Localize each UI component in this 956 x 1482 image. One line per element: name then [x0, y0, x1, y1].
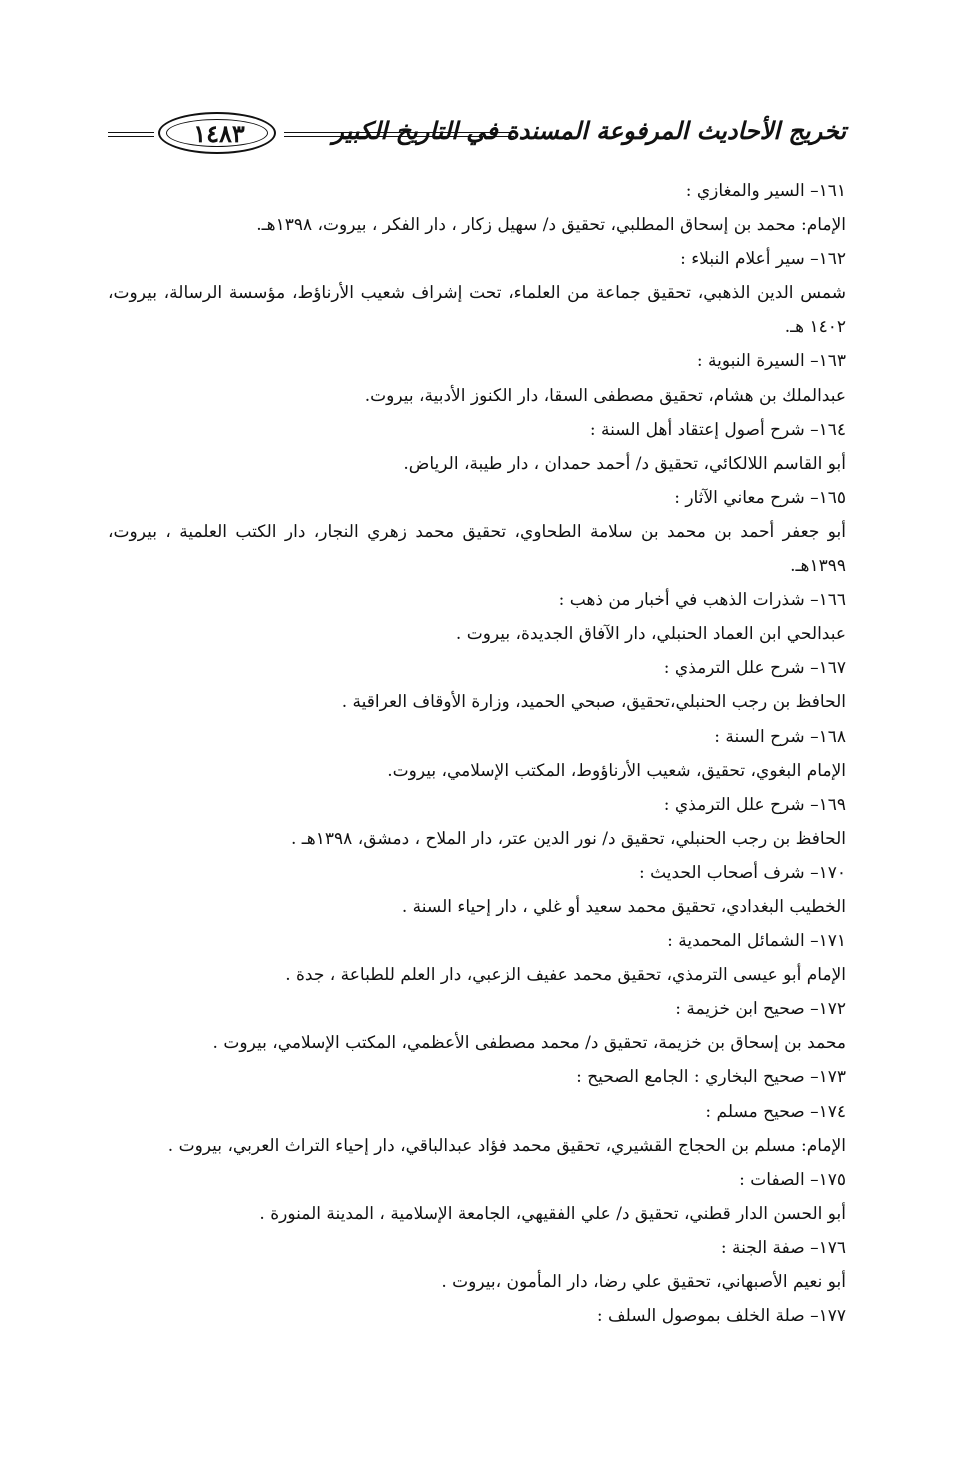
page-number: ١٤٨٣: [193, 119, 245, 148]
list-item-168: [108, 720, 846, 788]
entry-title: ١٧٠– شرف أصحاب الحديث :: [638, 862, 846, 883]
list-item-166: [108, 583, 846, 651]
list-item-170: [108, 856, 846, 924]
entry-title: ١٧٥– الصفات :: [739, 1169, 846, 1190]
entry-detail: الحافظ بن رجب الحنبلي،تحقيق، صبحي الحميد، وزارة الأوقاف العراقية .: [341, 692, 846, 713]
entry-detail: الإمام: مسلم بن الحجاج القشيري، تحقيق محمد فؤاد عبدالباقي، دار إحياء التراث العربي، بيروت .: [167, 1135, 846, 1156]
entry-title: ١٧٢– صحيح ابن خزيمة :: [675, 999, 846, 1020]
entry-detail: الخطيب البغدادي، تحقيق محمد سعيد أو غلي ، دار إحياء السنة .: [401, 896, 846, 917]
entry-title: ١٦٣– السيرة النبوية :: [696, 351, 846, 372]
entry-title: ١٦٦– شذرات الذهب في أخبار من ذهب :: [558, 590, 846, 611]
entry-title: ١٧٧– صلة الخلف بموصول السلف :: [596, 1306, 846, 1327]
list-item-177: [108, 1299, 846, 1333]
list-item-167: [108, 651, 846, 719]
entry-detail: أبو نعيم الأصبهاني، تحقيق علي رضا، دار المأمون ،بيروت .: [441, 1272, 846, 1292]
entry-title: ١٧٣– صحيح البخاري : الجامع الصحيح :: [576, 1067, 846, 1088]
entry-detail: أبو القاسم اللالكائي، تحقيق د/ أحمد حمدان ، دار طيبة، الرياض.: [403, 453, 846, 474]
list-item-161: [108, 174, 846, 242]
entry-detail: الإمام البغوي، تحقيق، شعيب الأرناؤوط، المكتب الإسلامي، بيروت.: [387, 760, 846, 781]
entry-title: ١٦٨– شرح السنة :: [714, 726, 846, 747]
entry-title: ١٦١– السير والمغازي :: [685, 181, 846, 201]
list-item-165: [108, 481, 846, 583]
entry-title: ١٦٥– شرح معاني الآثار :: [674, 487, 846, 508]
entry-title: ١٧٦– صفة الجنة :: [720, 1237, 846, 1258]
entry-detail: عبدالملك بن هشام، تحقيق مصطفى السقا، دار الكنوز الأدبية، بيروت.: [364, 385, 846, 406]
bibliography-list: [108, 174, 846, 1333]
list-item-172: [108, 992, 846, 1060]
list-item-163: [108, 344, 846, 412]
list-item-171: [108, 924, 846, 992]
entry-title: ١٧٤– صحيح مسلم :: [705, 1101, 846, 1122]
entry-detail: شمس الدين الذهبي، تحقيق جماعة من العلماء، تحت إشراف شعيب الأرناؤط، مؤسسة الرسالة، بيروت، ١٤٠٢ هـ.: [108, 283, 846, 338]
entry-detail: عبدالحي ابن العماد الحنبلي، دار الآفاق الجديدة، بيروت .: [455, 624, 846, 645]
running-header: [108, 112, 846, 162]
list-item-164: [108, 413, 846, 481]
list-item-174: [108, 1095, 846, 1163]
header-left-rule: [108, 132, 154, 137]
list-item-173: [108, 1060, 846, 1094]
entry-detail: محمد بن إسحاق بن خزيمة، تحقيق د/ محمد مصطفى الأعظمي، المكتب الإسلامي، بيروت .: [212, 1033, 846, 1054]
list-item-175: [108, 1163, 846, 1231]
list-item-162: [108, 242, 846, 344]
entry-detail: الإمام أبو عيسى الترمذي، تحقيق محمد عفيف الزعبي، دار العلم للطباعة ، جدة .: [285, 965, 846, 986]
entry-title: ١٦٤– شرح أصول إعتقاد أهل السنة :: [589, 419, 846, 440]
page-number-frame: [158, 112, 276, 154]
entry-title: ١٦٢– سير أعلام النبلاء :: [680, 249, 846, 270]
entry-detail: الإمام: محمد بن إسحاق المطلبي، تحقيق د/ سهيل زكار ، دار الفكر ، بيروت، ١٣٩٨هـ.: [256, 215, 846, 236]
entry-detail: أبو جعفر أحمد بن محمد بن سلامة الطحاوي، تحقيق محمد زهري النجار، دار الكتب العلمية ، بيروت، ١٣٩٩هـ.: [108, 521, 846, 577]
list-item-169: [108, 788, 846, 856]
entry-title: ١٦٧– شرح علل الترمذي :: [663, 658, 846, 679]
entry-detail: أبو الحسن الدار قطني، تحقيق د/ علي الفقيهي، الجامعة الإسلامية ، المدينة المنورة .: [259, 1203, 846, 1224]
entry-detail: الحافظ بن رجب الحنبلي، تحقيق د/ نور الدين عتر، دار الملاح ، دمشق، ١٣٩٨هـ .: [291, 828, 846, 849]
entry-title: ١٧١– الشمائل المحمدية :: [667, 931, 846, 952]
entry-title: ١٦٩– شرح علل الترمذي :: [663, 794, 846, 815]
page-title: تخريج الأحاديث المرفوعة المسندة في التاريخ الكبير: [332, 116, 846, 145]
list-item-176: [108, 1231, 846, 1299]
